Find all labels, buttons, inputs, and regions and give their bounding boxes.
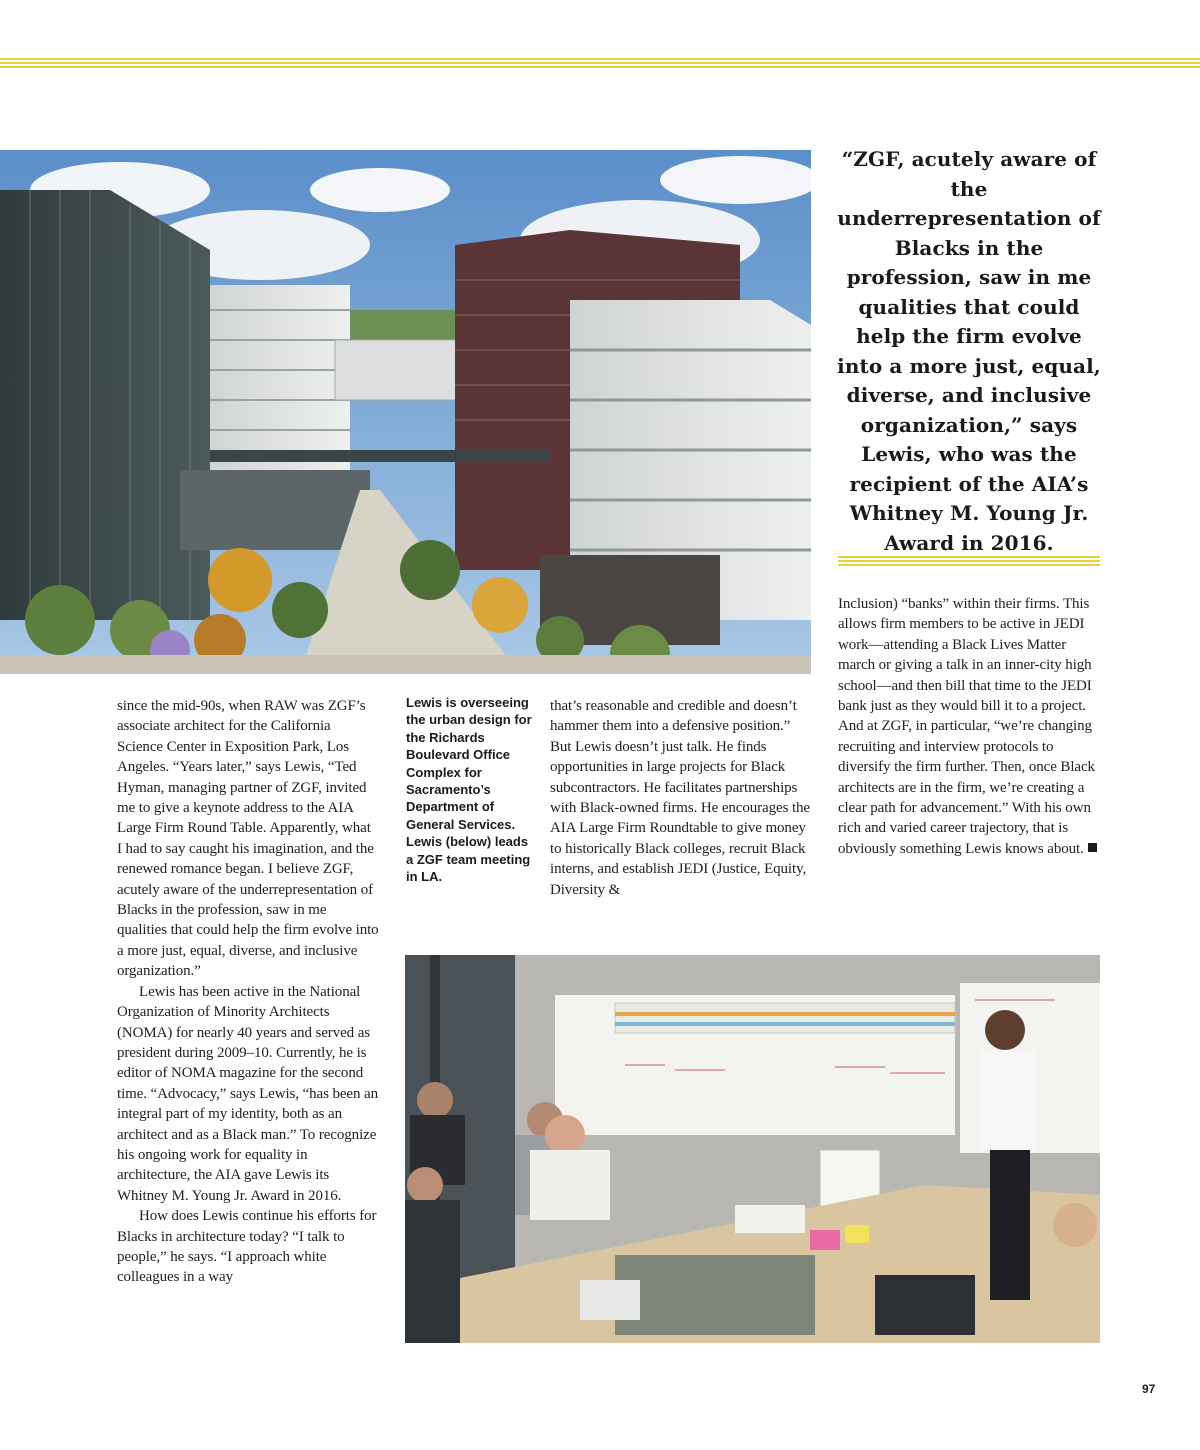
office-complex-rendering: [0, 150, 811, 674]
top-rule: [0, 58, 1200, 70]
photo-caption: Lewis is overseeing the urban design for the Richards Boulevard Office Complex for Sacramento’s Department of General Services. Lewis (below) leads a ZGF team meeting in LA.: [406, 695, 532, 885]
body-column-2: [550, 696, 812, 900]
pull-quote: “ZGF, acutely aware of the underrepresentation of Blacks in the profession, saw in me qualities that could help the firm evolve into a more just, equal, diverse, and inclusive organization,” says Lewis, who was the recipient of the AIA’s Whitney M. Young Jr. Award in 2016.: [837, 147, 1101, 555]
paragraph: Lewis has been active in the National Organization of Minority Architects (NOMA) for nearly 40 years and served as president during 2009–10. Currently, he is editor of NOMA magazine for the second time. “Advocacy,” says Lewis, “has been an integral part of my identity, both as an architect and as a Black man.” To recognize his ongoing work for equality in architecture, the AIA gave Lewis its Whitney M. Young Jr. Award in 2016.: [117, 983, 378, 1204]
end-mark-icon: [1088, 843, 1097, 852]
paragraph: Inclusion) “banks” within their firms. This allows firm members to be active in JEDI work—attending a Black Lives Matter march or giving a talk in an inner-city high school—and then bill that time to the JEDI bank just as they would bill it to a project. And at ZGF, in particular, “we’re changing recruiting and interview protocols to diversify the firm further. Then, once Black architects are in the firm, we’re creating a clear path for advancement.” With his own rich and varied career trajectory, that is obviously something Lewis knows about.: [838, 596, 1095, 857]
body-column-1: [117, 696, 379, 1288]
paragraph: since the mid-90s, when RAW was ZGF’s associate architect for the California Science Center in Exposition Park, Los Angeles. “Years later,” says Lewis, “Ted Hyman, managing partner of ZGF, invited me to give a keynote address to the AIA Large Firm Round Table. Apparently, what I had to say caught his imagination, and the renewed romance began. I believe ZGF, acutely aware of the underrepresentation of Blacks in the profession, saw in me qualities that could help the firm evolve into a more just, equal, diverse, and inclusive organization.”: [117, 698, 379, 980]
team-meeting-photo: [405, 955, 1100, 1343]
page-number: 97: [1142, 1382, 1156, 1396]
body-column-3: [838, 594, 1100, 859]
paragraph: How does Lewis continue his efforts for Blacks in architecture today? “I talk to people,” he says. “I approach white colleagues in a way: [117, 1208, 377, 1286]
paragraph: that’s reasonable and credible and doesn’t hammer them into a defensive position.” But Lewis doesn’t just talk. He finds opportunities in large projects for Black subcontractors. He facilitates partnerships with Black-owned firms. He encourages the AIA Large Firm Roundtable to give money to historically Black colleges, recruit Black interns, and establish JEDI (Justice, Equity, Diversity &: [550, 698, 810, 898]
